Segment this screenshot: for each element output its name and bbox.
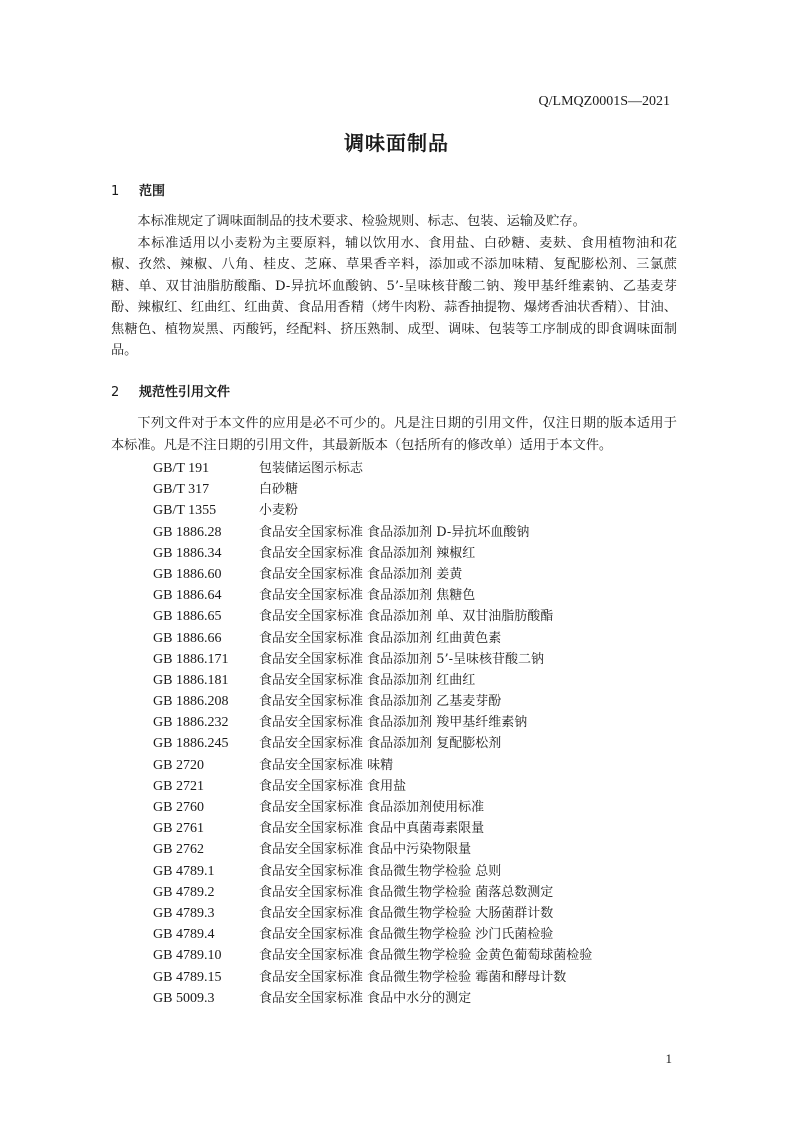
- reference-row: [153, 967, 673, 988]
- reference-row: [153, 945, 673, 966]
- reference-title: 食品安全国家标准 食品添加剂 红曲黄色素: [259, 630, 502, 646]
- reference-row: [153, 712, 673, 733]
- section-1-title: 范围: [139, 184, 166, 199]
- section-1-heading: [111, 180, 165, 199]
- reference-title: 食品安全国家标准 食品添加剂 焦糖色: [259, 588, 476, 604]
- reference-code: GB 2760: [153, 800, 204, 815]
- page-number: 1: [665, 1051, 672, 1066]
- section-1-paragraph-2: 本标准适用以小麦粉为主要原料，辅以饮用水、食用盐、白砂糖、麦麸、食用植物油和花椒、孜然、辣椒、八角、桂皮、芝麻、草果香辛料，添加或不添加味精、复配膨松剂、三氯蔗糖、单、双甘油脂肪酸酯、D-异抗坏血酸钠、5’-呈味核苷酸二钠、羧甲基纤维素钠、乙基麦芽酚、辣椒红、红曲红、红曲黄、食品用香精（烤牛肉粉、蒜香抽提物、爆烤香油状香精）、甘油、焦糖色、植物炭黑、丙酸钙，经配料、挤压熟制、成型、调味、包装等工序制成的即食调味面制品。: [111, 235, 677, 358]
- reference-row: [153, 797, 673, 818]
- reference-row: [153, 670, 673, 691]
- reference-code: GB 1886.171: [153, 651, 229, 667]
- reference-code: GB 1886.65: [153, 609, 222, 625]
- reference-title: 食品安全国家标准 食品添加剂 5’-呈味核苷酸二钠: [259, 651, 545, 667]
- reference-row: [153, 988, 673, 1009]
- reference-list: [153, 458, 673, 1009]
- reference-title: 小麦粉: [259, 503, 299, 519]
- reference-title: 包装储运图示标志: [259, 461, 364, 476]
- reference-title: 食品安全国家标准 食品添加剂 羧甲基纤维素钠: [259, 715, 528, 731]
- reference-code: GB 2761: [153, 821, 204, 837]
- reference-title: 食品安全国家标准 食品中真菌毒素限量: [259, 821, 485, 837]
- reference-title: 食品安全国家标准 食品微生物学检验 霉菌和酵母计数: [259, 969, 567, 985]
- reference-code: GB 2720: [153, 757, 204, 773]
- reference-row: [153, 733, 673, 754]
- section-1-paragraph-1: 本标准规定了调味面制品的技术要求、检验规则、标志、包装、运输及贮存。: [137, 214, 586, 229]
- reference-code: GB 1886.232: [153, 715, 229, 731]
- reference-row: [153, 649, 673, 670]
- reference-row: [153, 522, 673, 543]
- reference-code: GB/T 191: [153, 461, 210, 476]
- reference-code: GB 1886.181: [153, 672, 229, 688]
- reference-row: [153, 755, 673, 776]
- reference-title: 食品安全国家标准 食品微生物学检验 菌落总数测定: [259, 884, 554, 900]
- reference-code: GB 4789.10: [153, 948, 222, 964]
- reference-code: GB 1886.28: [153, 524, 222, 540]
- section-2-number: 2: [111, 385, 120, 400]
- reference-row: [153, 543, 673, 564]
- reference-title: 食品安全国家标准 食品添加剂 复配膨松剂: [259, 736, 502, 752]
- reference-title: 食品安全国家标准 食用盐: [259, 778, 407, 794]
- document-code: Q/LMQZ0001S—2021: [538, 94, 670, 109]
- reference-code: GB 2762: [153, 842, 204, 858]
- reference-title: 食品安全国家标准 食品微生物学检验 总则: [259, 863, 502, 879]
- reference-row: [153, 776, 673, 797]
- reference-title: 食品安全国家标准 食品添加剂 乙基麦芽酚: [259, 694, 502, 710]
- reference-title: 食品安全国家标准 食品添加剂 红曲红: [259, 672, 476, 688]
- reference-row: [153, 861, 673, 882]
- reference-code: GB 4789.2: [153, 884, 215, 900]
- reference-row: [153, 500, 673, 521]
- reference-title: 食品安全国家标准 食品中污染物限量: [259, 842, 472, 858]
- reference-title: 食品安全国家标准 食品微生物学检验 大肠菌群计数: [259, 905, 554, 921]
- reference-title: 食品安全国家标准 食品中水分的测定: [259, 990, 472, 1006]
- reference-row: [153, 691, 673, 712]
- reference-code: GB 1886.208: [153, 694, 229, 710]
- reference-title: 食品安全国家标准 食品添加剂 D-异抗坏血酸钠: [259, 524, 530, 540]
- reference-row: [153, 479, 673, 500]
- reference-row: [153, 564, 673, 585]
- document-title: 调味面制品: [344, 131, 449, 155]
- reference-code: GB 4789.15: [153, 969, 222, 985]
- reference-code: GB/T 1355: [153, 503, 217, 519]
- reference-row: [153, 818, 673, 839]
- reference-code: GB 2721: [153, 778, 204, 794]
- section-2-title: 规范性引用文件: [139, 385, 231, 400]
- reference-title: 白砂糖: [259, 482, 299, 498]
- reference-code: GB 1886.245: [153, 736, 229, 752]
- reference-row: [153, 458, 673, 479]
- section-1-number: 1: [111, 184, 120, 199]
- reference-code: GB 4789.3: [153, 905, 215, 921]
- reference-title: 食品安全国家标准 食品添加剂 姜黄: [259, 566, 463, 582]
- reference-title: 食品安全国家标准 食品微生物学检验 沙门氏菌检验: [259, 927, 554, 943]
- reference-code: GB 4789.1: [153, 863, 215, 879]
- reference-code: GB 1886.60: [153, 566, 222, 582]
- reference-code: GB/T 317: [153, 482, 210, 498]
- reference-row: [153, 585, 673, 606]
- reference-row: [153, 606, 673, 627]
- reference-title: 食品安全国家标准 食品微生物学检验 金黄色葡萄球菌检验: [259, 948, 593, 964]
- reference-title: 食品安全国家标准 食品添加剂使用标准: [259, 800, 485, 815]
- reference-row: [153, 924, 673, 945]
- reference-title: 食品安全国家标准 食品添加剂 辣椒红: [259, 545, 476, 561]
- reference-row: [153, 903, 673, 924]
- section-1-body: [111, 211, 677, 362]
- reference-title: 食品安全国家标准 味精: [259, 757, 394, 773]
- section-2-heading: [111, 381, 230, 400]
- reference-code: GB 5009.3: [153, 990, 215, 1006]
- reference-title: 食品安全国家标准 食品添加剂 单、双甘油脂肪酸酯: [259, 609, 554, 625]
- reference-code: GB 1886.34: [153, 545, 222, 561]
- reference-code: GB 1886.66: [153, 630, 222, 646]
- reference-code: GB 1886.64: [153, 588, 222, 604]
- reference-row: [153, 839, 673, 860]
- reference-row: [153, 882, 673, 903]
- reference-row: [153, 628, 673, 649]
- reference-code: GB 4789.4: [153, 927, 215, 943]
- section-2-intro-text: 下列文件对于本文件的应用是必不可少的。凡是注日期的引用文件，仅注日期的版本适用于本标准。凡是不注日期的引用文件，其最新版本（包括所有的修改单）适用于本文件。: [111, 416, 677, 453]
- section-2-intro: [111, 413, 677, 456]
